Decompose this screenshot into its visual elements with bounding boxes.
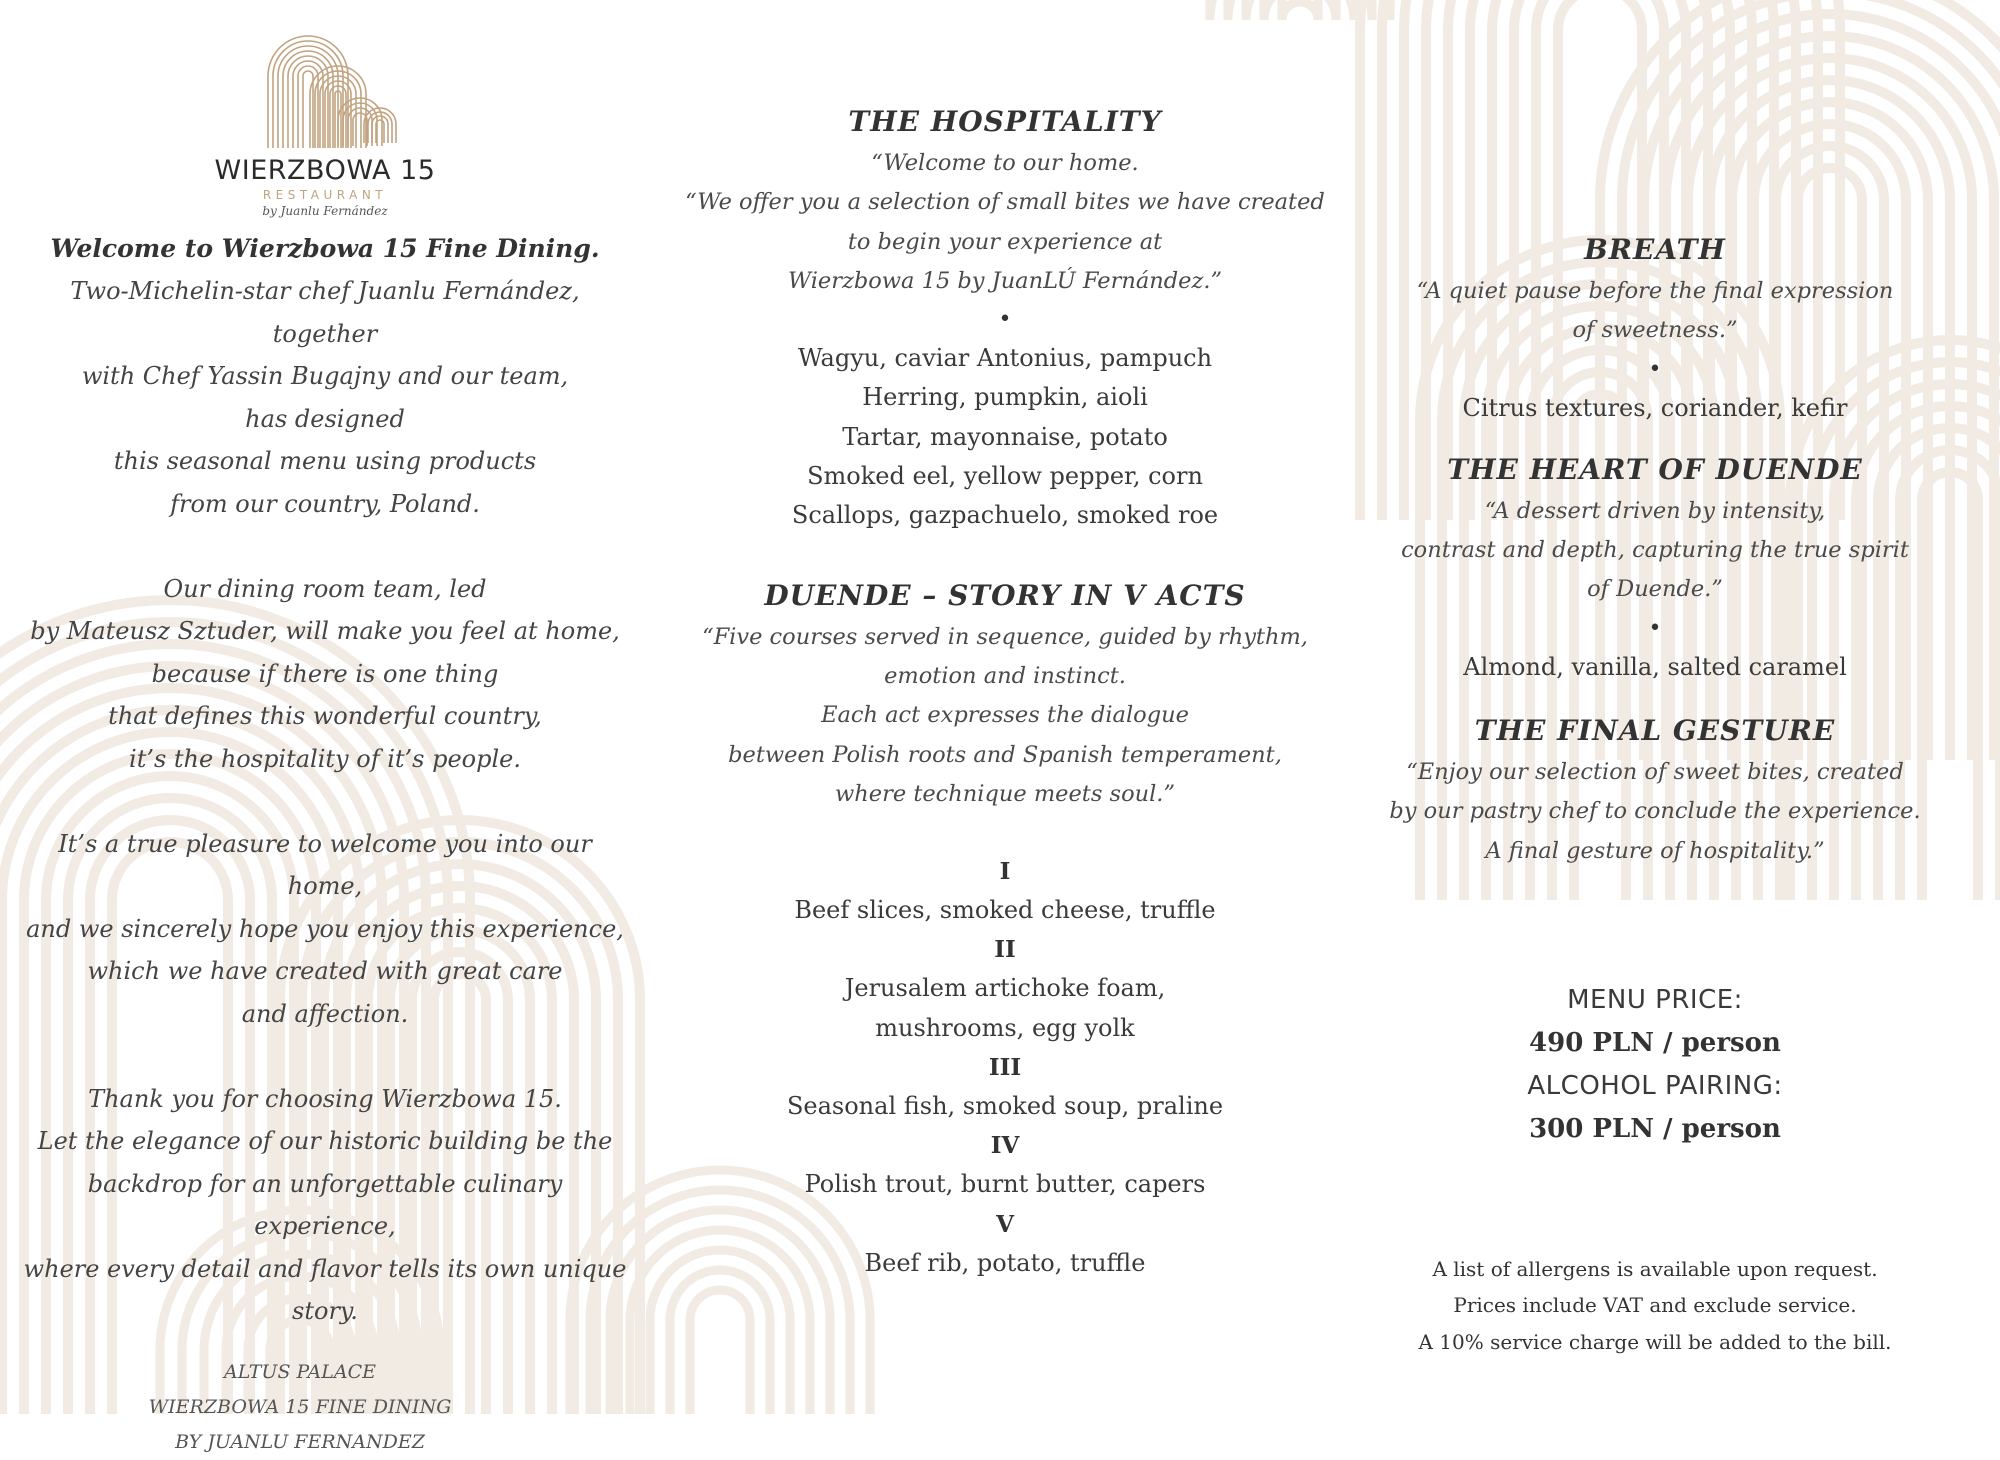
act-numeral: V <box>996 1210 1014 1238</box>
intro-paragraph-3: It’s a true pleasure to welcome you into our home, and we sincerely hope you enjoy this experience, which we have created with great care and affection. <box>26 829 624 1028</box>
vat-note: Prices include VAT and exclude service. <box>1453 1293 1857 1318</box>
menu-item: Beef rib, potato, truffle <box>864 1248 1146 1277</box>
section-heading-hospitality: THE HOSPITALITY <box>848 105 1162 138</box>
menu-item: Wagyu, caviar Antonius, pampuch <box>797 344 1213 373</box>
duende-quote: “Five courses served in sequence, guided by rhythm, emotion and instinct. Each act expresses the dialogue between Polish roots and Spanish temperament, where technique meets soul.” <box>702 623 1308 807</box>
arch-ring <box>1282 0 1318 20</box>
bullet-separator: • <box>998 307 1012 333</box>
brand-name: WIERZBOWA 15 <box>214 155 436 186</box>
intro-paragraph-1: Two-Michelin-star chef Juanlu Fernández, together with Chef Yassin Bugajny and our team, has designed this seasonal menu using products from our country, Poland. <box>70 277 580 518</box>
menu-item: Tartar, mayonnaise, potato <box>842 422 1168 451</box>
menu-panel-desserts <box>1370 228 1940 1360</box>
arch-ring <box>690 1290 750 1414</box>
heart-quote: “A dessert driven by intensity, contrast and depth, capturing the true spirit of Duende.” <box>1401 497 1909 603</box>
bullet-separator: • <box>1648 356 1662 382</box>
menu-item: Citrus textures, coriander, kefir <box>1462 393 1848 422</box>
intro-paragraph-2: Our dining room team, led by Mateusz Sztuder, will make you feel at home, because if there is one thing that defines this wonderful country, it’s the hospitality of it’s people. <box>30 574 620 773</box>
section-heading-breath: BREATH <box>1584 233 1726 266</box>
welcome-panel <box>20 28 630 1460</box>
brand-signature: by Juanlu Fernández <box>262 204 388 218</box>
signoff: ALTUS PALACE WIERZBOWA 15 FINE DINING BY JUANLU FERNANDEZ <box>148 1361 452 1454</box>
bullet-separator: • <box>1648 615 1662 641</box>
hospitality-quote: “Welcome to our home. “We offer you a selection of small bites we have created to begin your experience at Wierzbowa 15 by JuanLÚ Fernández.” <box>685 150 1325 294</box>
menu-panel-main <box>685 100 1325 1283</box>
menu-item: Jerusalem artichoke foam, mushrooms, egg yolk <box>844 974 1166 1042</box>
intro-paragraph-4: Thank you for choosing Wierzbowa 15. Let the elegance of our historic building be the backdrop for an unforgettable culinary experience, where every detail and flavor tells its own unique story. <box>23 1084 627 1326</box>
act-numeral: I <box>999 858 1011 886</box>
menu-price-label: MENU PRICE: <box>1567 984 1743 1015</box>
menu-item: Beef slices, smoked cheese, truffle <box>794 896 1216 925</box>
willow-tree-logo-icon <box>250 28 400 153</box>
menu-item: Scallops, gazpachuelo, smoked roe <box>791 501 1219 530</box>
menu-item: Almond, vanilla, salted caramel <box>1463 652 1847 681</box>
allergen-note: A list of allergens is available upon request. <box>1432 1256 1878 1281</box>
menu-item: Seasonal fish, smoked soup, praline <box>786 1092 1224 1121</box>
alcohol-pairing-label: ALCOHOL PAIRING: <box>1527 1070 1783 1101</box>
alcohol-pairing-value: 300 PLN / person <box>1529 1113 1781 1144</box>
welcome-heading: Welcome to Wierzbowa 15 Fine Dining. <box>50 234 600 263</box>
service-charge-note: A 10% service charge will be added to the bill. <box>1418 1329 1892 1354</box>
act-numeral: III <box>988 1054 1022 1082</box>
menu-item: Herring, pumpkin, aioli <box>862 383 1148 412</box>
section-heading-heart-of-duende: THE HEART OF DUENDE <box>1447 452 1863 486</box>
menu-item: Polish trout, burnt butter, capers <box>804 1170 1206 1199</box>
section-heading-final-gesture: THE FINAL GESTURE <box>1474 714 1836 748</box>
brand-subtitle: RESTAURANT <box>262 188 388 202</box>
menu-item: Smoked eel, yellow pepper, corn <box>807 462 1203 491</box>
act-numeral: II <box>994 936 1016 964</box>
final-gesture-quote: “Enjoy our selection of sweet bites, created by our pastry chef to conclude the experience. A final gesture of hospitality.” <box>1389 759 1921 864</box>
menu-price-value: 490 PLN / person <box>1529 1027 1781 1058</box>
act-numeral: IV <box>990 1132 1020 1160</box>
breath-quote: “A quiet pause before the final expression of sweetness.” <box>1416 278 1894 344</box>
section-heading-duende: DUENDE – STORY IN V ACTS <box>764 578 1246 612</box>
